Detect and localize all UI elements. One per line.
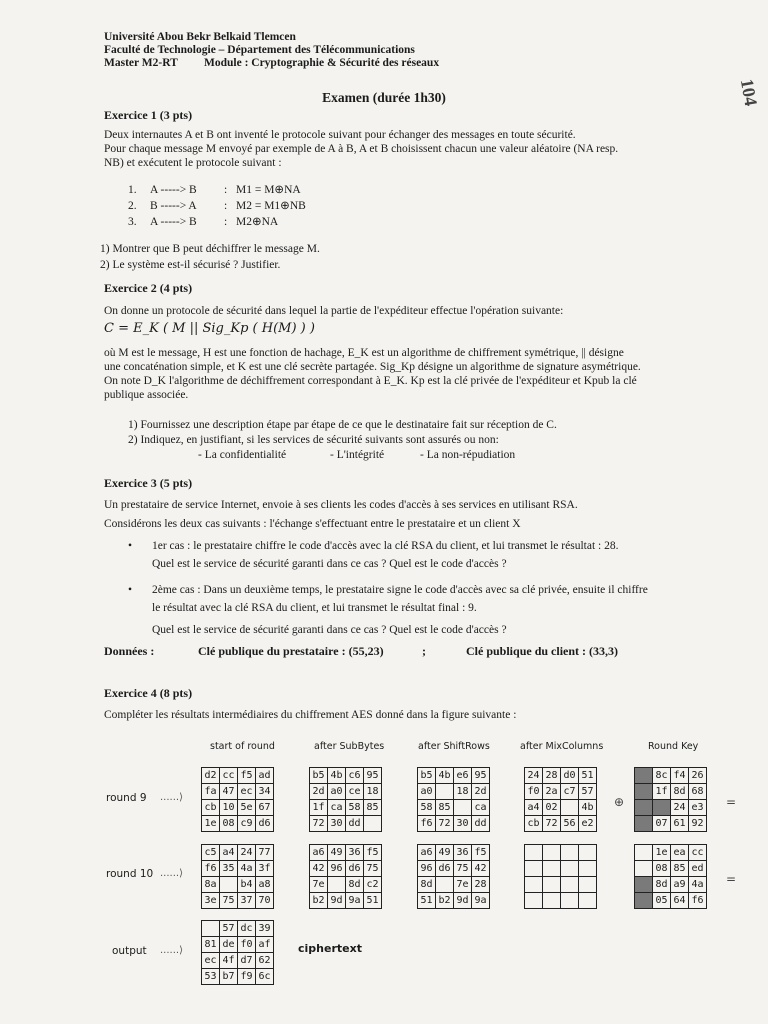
ex2-service-integrity: - L'intégrité [330, 449, 385, 461]
grid-r9-start: d2 cc f5 ad fa 47 ec 34 cb 10 5e 67 1e 08 c9 d6 [201, 767, 274, 832]
col-header-subbytes: after SubBytes [314, 741, 385, 752]
ex3-data-label: Données : [104, 644, 155, 658]
grid-r9-shiftrows: b5 4b e6 95 a0 18 2d 58 85 ca f6 72 30 dd [417, 767, 490, 832]
bullet-icon: • [128, 540, 133, 552]
grid-r10-roundkey: 1e ea cc 08 85 ed 8d a9 4a 05 64 f6 [634, 844, 707, 909]
ex2-definitions: où M est le message, H est une fonction de hachage, E_K est un algorithme de chiffrement symétrique, || désigne une concaténation simple, et K est une clé secrète partagée. Sig_Kp désigne un algorithme de signature asymétrique. On note D_K l'algorithme de déchiffrement correspondant à E_K. Kp est la clé privée de l'expéditeur et Kpub la clé publique associée. [104, 347, 641, 401]
xor-icon: ⊕ [614, 795, 625, 809]
row-pointer: ......⟩ [160, 945, 183, 956]
ex2-question-2: 2) Indiquez, en justifiant, si les services de sécurité suivants sont assurés ou non: [128, 434, 499, 446]
ex2-service-confidentiality: - La confidentialité [198, 449, 287, 461]
ex2-title: Exercice 2 (4 pts) [104, 281, 193, 295]
ex3-semicolon: ; [422, 644, 426, 658]
faculty-name: Faculté de Technologie – Département des Télécommunications [104, 44, 415, 56]
ex3-case-2: 2ème cas : Dans un deuxième temps, le prestataire signe le code d'accès avec sa clé privée, ensuite il chiffre [152, 584, 648, 596]
row-label-round9: round 9 [106, 792, 147, 804]
grid-r10-mixcolumns-empty [524, 844, 597, 909]
equals-icon: = [726, 795, 737, 809]
row-pointer: ......⟩ [160, 868, 183, 879]
module-name: Module : Cryptographie & Sécurité des réseaux [204, 57, 440, 69]
ex1-paragraph: Deux internautes A et B ont inventé le protocole suivant pour échanger des messages en toute sécurité. Pour chaque message M envoyé par exemple de A à B, A et B choisissent chacun une valeur aléatoire (NA resp. NB) et exécutent le protocole suivant : [104, 129, 619, 169]
ex2-formula: C = E_K ( M || Sig_Kp ( H(M) ) ) [104, 321, 315, 336]
ex2-service-non-repudiation: - La non-répudiation [420, 449, 516, 461]
grid-r10-shiftrows: a6 49 36 f5 96 d6 75 42 8d 7e 28 51 b2 9d 9a [417, 844, 490, 909]
ex3-provider-key: Clé publique du prestataire : (55,23) [198, 644, 384, 658]
ex3-intro: Un prestataire de service Internet, envoie à ses clients les codes d'accès à ses services en utilisant RSA. [104, 499, 578, 511]
exam-title: Examen (durée 1h30) [322, 90, 446, 105]
ex2-intro: On donne un protocole de sécurité dans lequel la partie de l'expéditeur effectue l'opération suivante: [104, 305, 564, 317]
margin-mark: 104 [736, 77, 762, 108]
grid-r9-subbytes: b5 4b c6 95 2d a0 ce 18 1f ca 58 85 72 30 dd [309, 767, 382, 832]
ex3-case-1: 1er cas : le prestataire chiffre le code d'accès avec la clé RSA du client, et lui transmet le résultat : 28. [152, 540, 619, 552]
master-program: Master M2-RT [104, 57, 178, 69]
grid-r9-mixcolumns: 24 28 d0 51 f0 2a c7 57 a4 02 4b cb 72 56 e2 [524, 767, 597, 832]
ex1-title: Exercice 1 (3 pts) [104, 108, 193, 122]
ex3-client-key: Clé publique du client : (33,3) [466, 644, 619, 658]
protocol-step: 3. A -----> B : M2⊕NA [128, 216, 279, 228]
university-name: Université Abou Bekr Belkaid Tlemcen [104, 31, 296, 43]
col-header-shiftrows: after ShiftRows [418, 741, 490, 752]
ex1-protocol-steps [128, 182, 306, 230]
bullet-icon: • [128, 584, 133, 596]
ciphertext-label: ciphertext [298, 942, 362, 955]
grid-r9-roundkey: 8c f4 26 1f 8d 68 24 e3 07 61 92 [634, 767, 707, 832]
row-label-round10: round 10 [106, 868, 154, 880]
ex3-case-2-question: Quel est le service de sécurité garanti dans ce cas ? Quel est le code d'accès ? [152, 624, 507, 636]
col-header-mixcolumns: after MixColumns [520, 741, 604, 752]
row-pointer: ......⟩ [160, 792, 183, 803]
ex4-title: Exercice 4 (8 pts) [104, 686, 193, 700]
ex2-question-1: 1) Fournissez une description étape par étape de ce que le destinataire fait sur réception de C. [128, 419, 557, 431]
ex3-context: Considérons les deux cas suivants : l'échange s'effectuant entre le prestataire et un client X [104, 518, 521, 530]
ex4-instruction: Compléter les résultats intermédiaires du chiffrement AES donné dans la figure suivante : [104, 709, 517, 721]
col-header-roundkey: Round Key [648, 741, 699, 752]
ex3-case-2-result: le résultat avec la clé RSA du client, et lui transmet le résultat final : 9. [152, 602, 477, 614]
protocol-step: 2. B -----> A : M2 = M1⊕NB [128, 200, 306, 212]
ex3-title: Exercice 3 (5 pts) [104, 476, 193, 490]
col-header-start: start of round [210, 741, 275, 752]
ex1-question-2: 2) Le système est-il sécurisé ? Justifier. [100, 259, 281, 271]
ex1-question-1: 1) Montrer que B peut déchiffrer le message M. [100, 243, 320, 255]
equals-icon: = [726, 872, 737, 886]
grid-r10-start: c5 a4 24 77 f6 35 4a 3f 8a b4 a8 3e 75 37 70 [201, 844, 274, 909]
grid-r10-subbytes: a6 49 36 f5 42 96 d6 75 7e 8d c2 b2 9d 9a 51 [309, 844, 382, 909]
row-label-output: output [112, 945, 147, 957]
ex3-case-1-question: Quel est le service de sécurité garanti dans ce cas ? Quel est le code d'accès ? [152, 558, 507, 570]
grid-output: 57 dc 39 81 de f0 af ec 4f d7 62 53 b7 f9 6c [201, 920, 274, 985]
protocol-step: 1. A -----> B : M1 = M⊕NA [128, 184, 301, 196]
